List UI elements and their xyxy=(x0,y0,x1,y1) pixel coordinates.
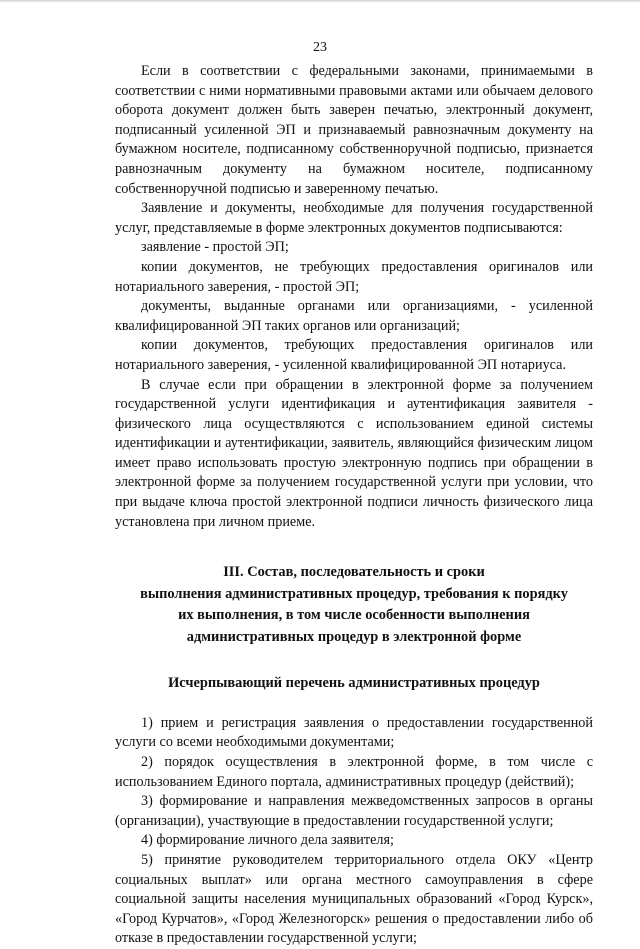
subsection-heading: Исчерпывающий перечень административных процедур xyxy=(168,675,540,692)
paragraph: заявление - простой ЭП; xyxy=(141,239,289,256)
section-heading-line: III. Состав, последовательность и сроки xyxy=(223,564,485,581)
page-number: 23 xyxy=(313,40,327,55)
procedure-item: 5) принятие руководителем территориального отдела ОКУ «Центр социальных выплат» или органа местного самоуправления в сфере социальной защиты населения муниципальных образований «Город Курск», «Город Курчатов», «Город Железногорск» решения о предоставлении либо об отказе в предоставлении государственной услуги; xyxy=(115,852,593,947)
section-heading xyxy=(115,562,593,648)
procedure-item: 1) прием и регистрация заявления о предоставлении государственной услуги со всеми необходимыми документами; xyxy=(115,714,593,751)
section-heading-line: их выполнения, в том числе особенности выполнения xyxy=(178,607,530,624)
procedure-list xyxy=(115,714,593,949)
paragraph: Если в соответствии с федеральными законами, принимаемыми в соответствии с ними нормативными правовыми актами или обычаем делового оборота документ должен быть заверен печатью, электронный документ, подписанный усиленной ЭП и признаваемый равнозначным документу на бумажном носителе, подписанному собственноручной подписью, признается равнозначным документу на бумажном носителе, подписанному собственноручной подписью и заверенному печатью. xyxy=(115,63,593,197)
document-body xyxy=(115,62,593,949)
scan-edge xyxy=(0,0,640,3)
intro-paragraphs xyxy=(115,62,593,532)
procedure-item: 2) порядок осуществления в электронной форме, в том числе с использованием Единого портала, административных процедур (действий); xyxy=(115,754,593,790)
procedure-item: 4) формирование личного дела заявителя; xyxy=(141,832,394,849)
section-heading-line: административных процедур в электронной форме xyxy=(186,628,522,645)
paragraph: В случае если при обращении в электронной форме за получением государственной услуги идентификация и аутентификация заявителя - физического лица осуществляются с использованием единой системы идентификации и аутентификации, заявитель, являющийся физическим лицом имеет право использовать простую электронную подпись при обращении в электронной форме за получением государственной услуги при условии, что при выдаче ключа простой электронной подписи личность физического лица установлена при личном приеме. xyxy=(115,376,593,530)
paragraph: копии документов, требующих предоставления оригиналов или нотариального заверения, - усиленной квалифицированной ЭП нотариуса. xyxy=(115,337,593,373)
paragraph: копии документов, не требующих предоставления оригиналов или нотариального заверения, - простой ЭП; xyxy=(115,258,593,295)
paragraph: Заявление и документы, необходимые для получения государственной услуг, представляемые в форме электронных документов подписываются: xyxy=(115,200,593,236)
section-heading-line: выполнения административных процедур, требования к порядку xyxy=(140,585,568,602)
procedure-item: 3) формирование и направления межведомственных запросов в органы (организации), участвующие в предоставлении государственной услуги; xyxy=(115,793,593,829)
paragraph: документы, выданные органами или организациями, - усиленной квалифицированной ЭП таких органов или организаций; xyxy=(115,298,593,334)
